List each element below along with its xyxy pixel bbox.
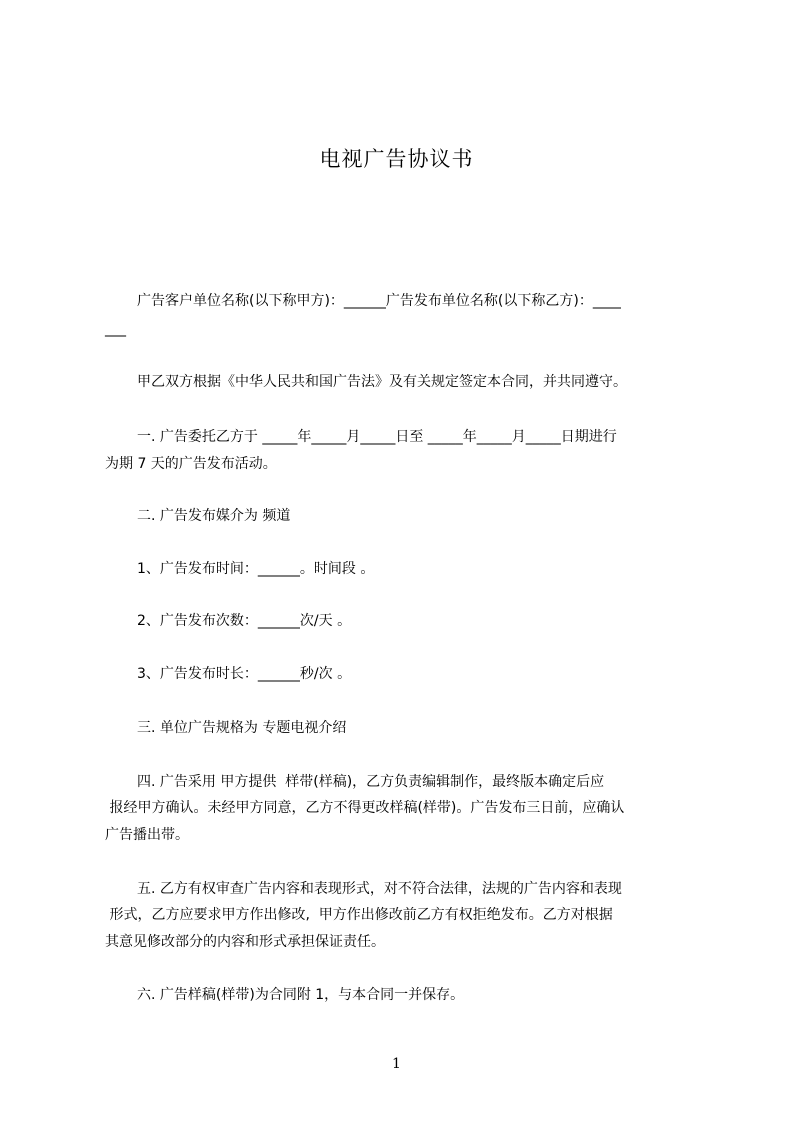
- party-names-line-continued: ___: [105, 321, 126, 337]
- clause-4-line-3: 广告播出带。: [105, 827, 189, 843]
- clause-3: 三. 单位广告规格为 专题电视介绍: [137, 720, 347, 736]
- page-number: 1: [392, 1056, 401, 1072]
- clause-5-line-3: 其意见修改部分的内容和形式承担保证责任。: [105, 934, 385, 950]
- party-names-line: 广告客户单位名称(以下称甲方)：______广告发布单位名称(以下称乙方)：____: [137, 293, 621, 309]
- clause-6: 六. 广告样稿(样带)为合同附 1，与本合同一并保存。: [137, 987, 465, 1003]
- clause-4-line-2: 报经甲方确认。未经甲方同意，乙方不得更改样稿(样带)。广告发布三日前，应确认: [105, 800, 625, 816]
- clause-1-line-2: 为期 7 天的广告发布活动。: [105, 456, 277, 472]
- clause-2-item-3: 3、广告发布时长：______秒/次 。: [137, 666, 352, 682]
- clause-5-line-1: 五. 乙方有权审查广告内容和表现形式，对不符合法律，法规的广告内容和表现: [137, 881, 622, 897]
- agreement-preamble: 甲乙双方根据《中华人民共和国广告法》及有关规定签定本合同，并共同遵守。: [137, 374, 627, 390]
- document-title: 电视广告协议书: [319, 147, 474, 171]
- clause-2-item-1: 1、广告发布时间：______。时间段 。: [137, 561, 375, 577]
- clause-1-line-1: 一. 广告委托乙方于 _____年_____月_____日至 _____年_____月_____日期进行: [137, 429, 617, 445]
- clause-2-item-2: 2、广告发布次数：______次/天 。: [137, 613, 352, 629]
- clause-2: 二. 广告发布媒介为 频道: [137, 508, 291, 524]
- clause-4-line-1: 四. 广告采用 甲方提供 样带(样稿)，乙方负责编辑制作，最终版本确定后应: [137, 774, 605, 790]
- clause-5-line-2: 形式，乙方应要求甲方作出修改, 甲方作出修改前乙方有权拒绝发布。乙方对根据: [105, 907, 613, 923]
